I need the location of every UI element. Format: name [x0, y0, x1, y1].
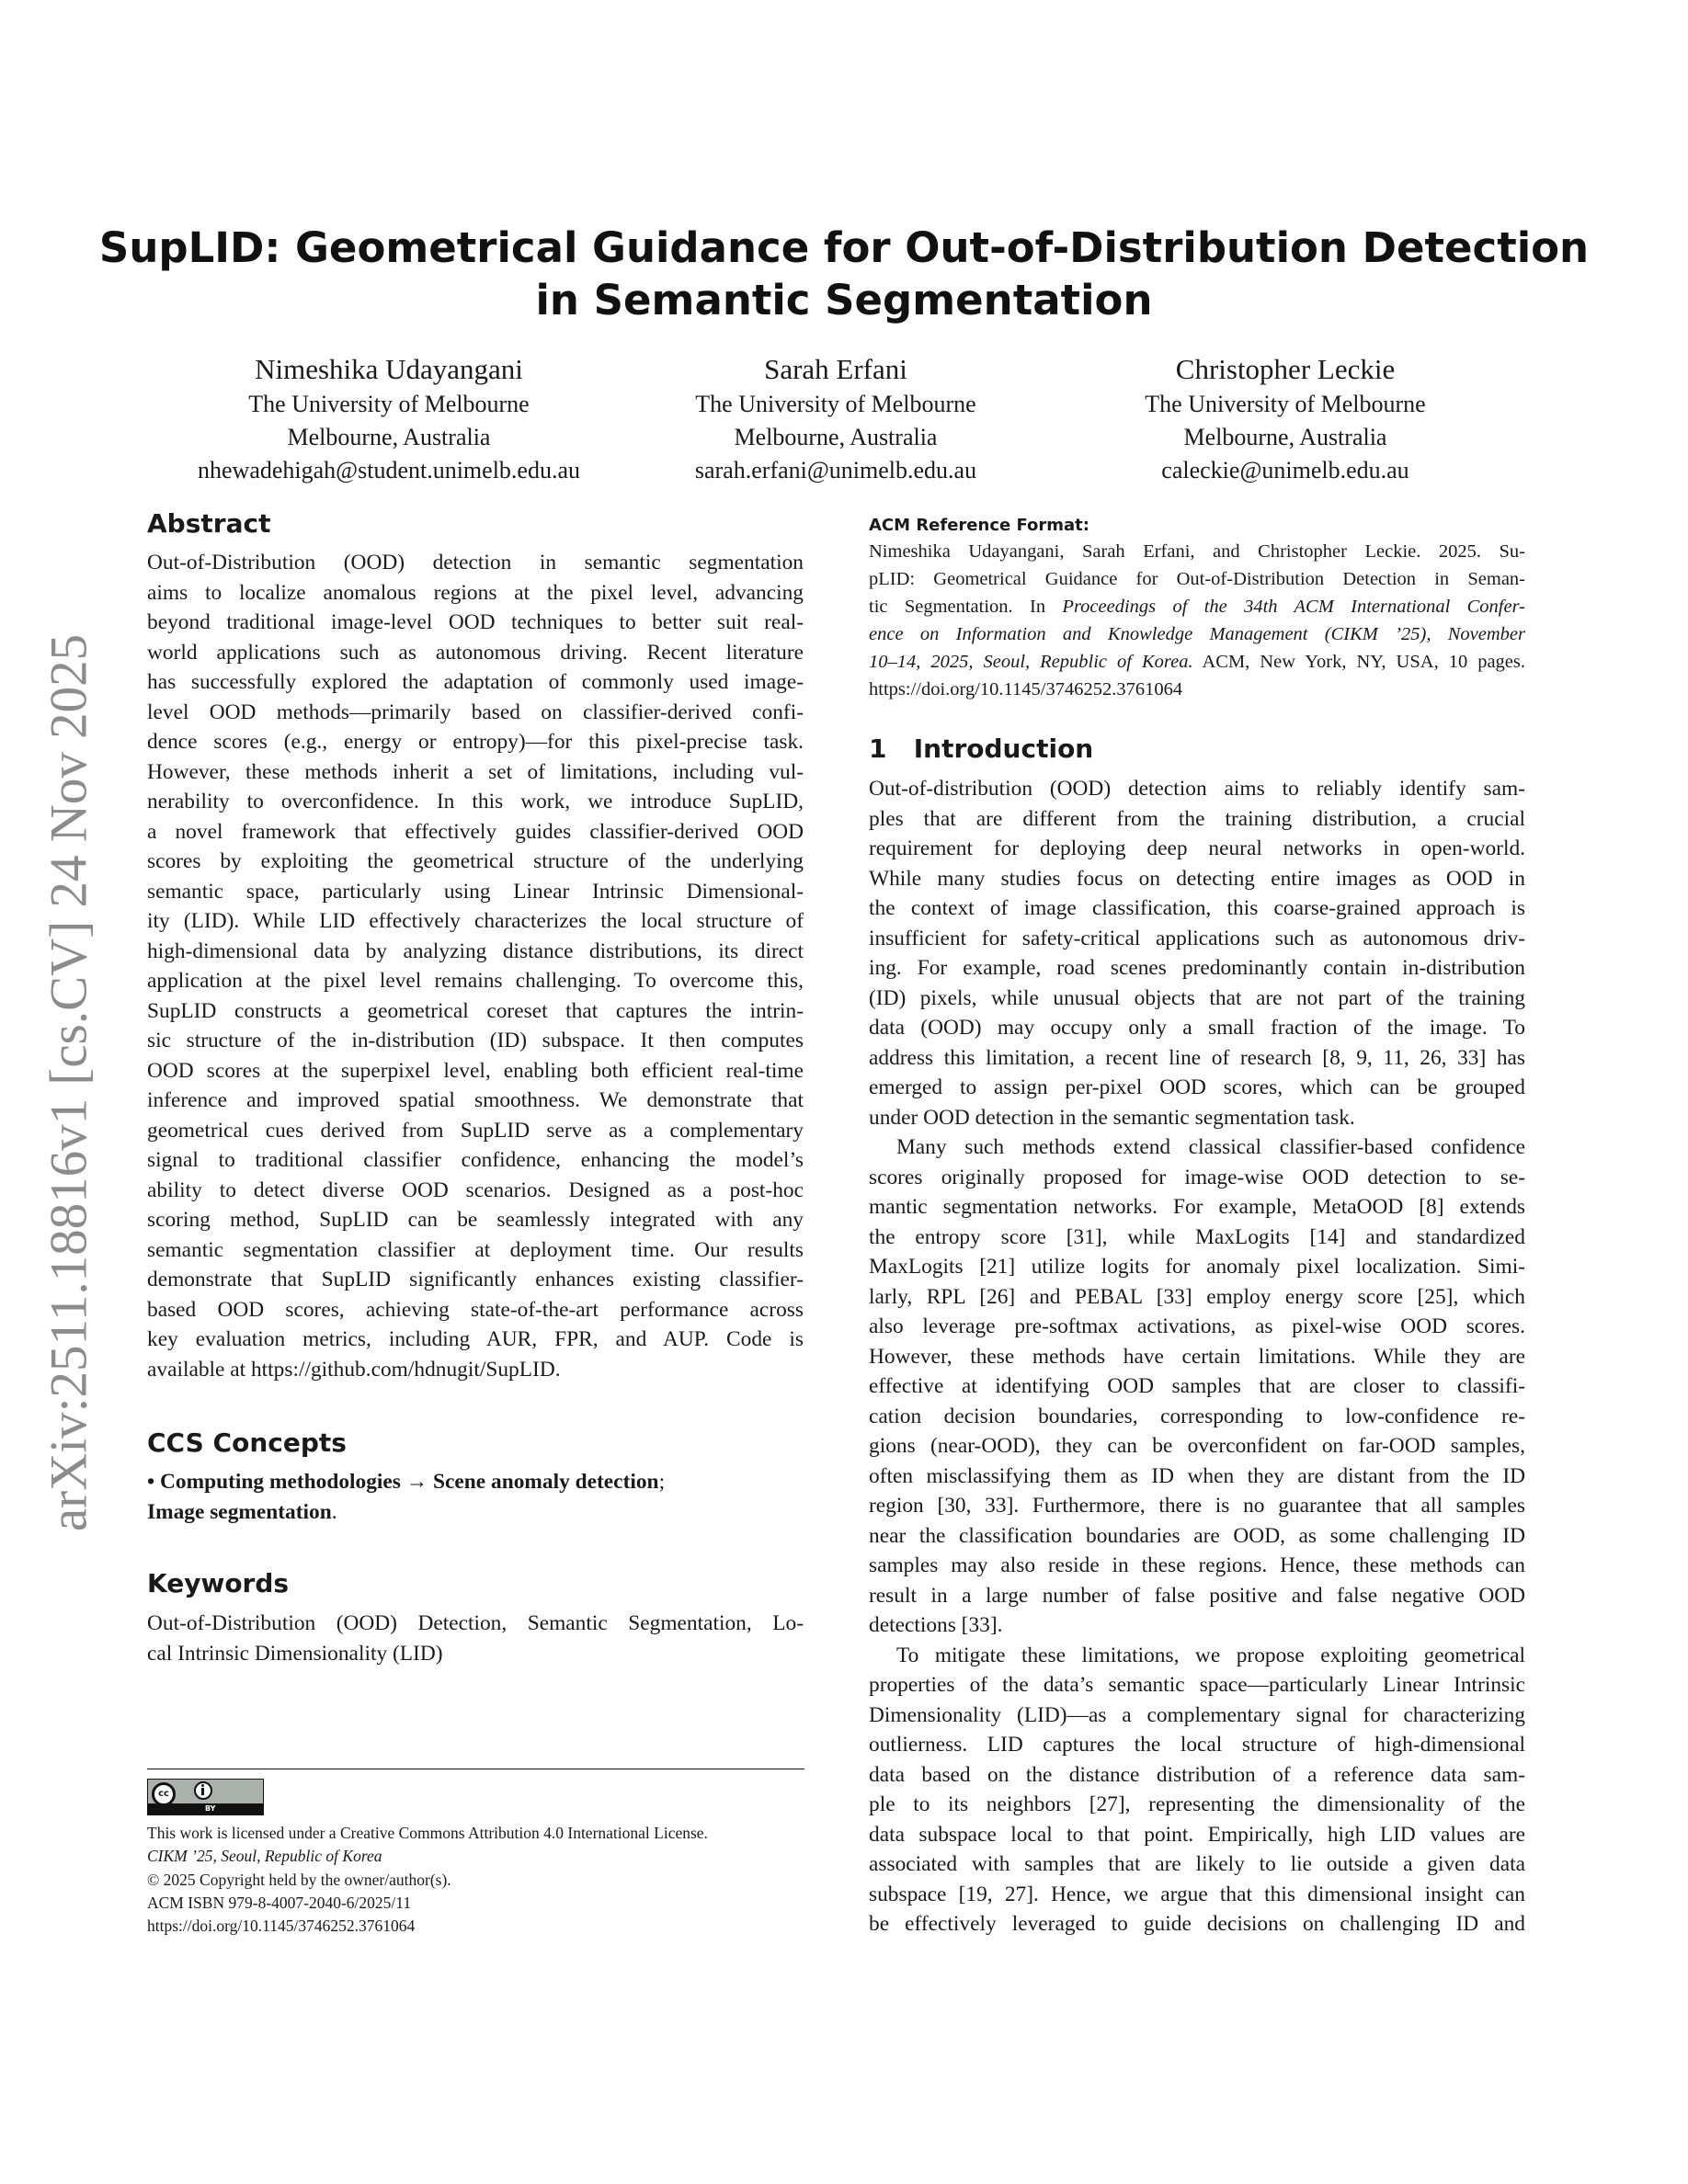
- abstract-heading: Abstract: [147, 508, 271, 539]
- author-email: nhewadehigah@student.unimelb.edu.au: [198, 457, 580, 483]
- abstract-line: demonstrate that SupLID significantly enhances existing classifier-: [147, 1268, 804, 1291]
- introduction-line: associated with samples that are likely to lie outside a given data: [869, 1852, 1525, 1876]
- introduction-line: detections [33].: [869, 1613, 1003, 1637]
- creative-commons-icon: cc: [152, 1782, 176, 1806]
- abstract-line: based OOD scores, achieving state-of-the-art performance across: [147, 1297, 804, 1322]
- introduction-line: region [30, 33]. Furthermore, there is no guarantee that all samples: [869, 1494, 1525, 1518]
- abstract-line: beyond traditional image-level OOD techniques to better suit real-: [147, 610, 804, 634]
- ccs-sep: ;: [658, 1470, 666, 1494]
- introduction-line: near the classification boundaries are OOD, as some challenging ID: [869, 1523, 1525, 1548]
- abstract-line: dence scores (e.g., energy or entropy)—for this pixel-precise task.: [147, 730, 804, 754]
- introduction-line: requirement for deploying deep neural networks in open-world.: [869, 836, 1525, 860]
- introduction-line: outlierness. LID captures the local structure of high-dimensional: [869, 1733, 1525, 1757]
- ccs-concept-1: • Computing methodologies → Scene anomaly detection: [147, 1470, 659, 1494]
- abstract-line: has successfully explored the adaptation of commonly used image-: [147, 670, 804, 694]
- ccs-concepts: [147, 1467, 804, 1527]
- author-email: caleckie@unimelb.edu.au: [1161, 457, 1409, 483]
- ref-proceedings: Proceedings of the 34th ACM International Confer-: [1062, 597, 1525, 617]
- abstract-line: available at https://github.com/hdnugit/SupLID.: [147, 1357, 561, 1382]
- introduction-line: Out-of-distribution (OOD) detection aims to reliably identify sam-: [869, 777, 1525, 801]
- abstract-line: ity (LID). While LID effectively characterizes the local structure of: [147, 909, 804, 933]
- introduction-line: subspace [19, 27]. Hence, we argue that this dimensional insight can: [869, 1882, 1525, 1906]
- introduction-line: data based on the distance distribution of a reference data sam-: [869, 1762, 1525, 1787]
- introduction-line: effective at identifying OOD samples that are closer to classifi-: [869, 1374, 1525, 1398]
- introduction-line: Dimensionality (LID)—as a complementary signal for characterizing: [869, 1702, 1525, 1727]
- abstract-line: sic structure of the in-distribution (ID) subspace. It then computes: [147, 1029, 804, 1052]
- ref-text: tic Segmentation. In: [869, 597, 1063, 617]
- introduction-line: emerged to assign per-pixel OOD scores, which can be grouped: [869, 1075, 1525, 1099]
- abstract-line: scoring method, SupLID can be seamlessly integrated with any: [147, 1208, 804, 1232]
- author-affiliation: The University of Melbourne: [1145, 391, 1426, 417]
- introduction-line: While many studies focus on detecting entire images as OOD in: [869, 866, 1525, 891]
- introduction-line: also leverage pre-softmax activations, as pixel-wise OOD scores.: [869, 1314, 1525, 1338]
- introduction-line: mantic segmentation networks. For example, MetaOOD [8] extends: [869, 1195, 1525, 1219]
- acm-reference-heading: ACM Reference Format:: [869, 516, 1089, 535]
- author-affiliation: The University of Melbourne: [695, 391, 976, 417]
- ccs-heading: CCS Concepts: [147, 1428, 347, 1458]
- conference-venue: CIKM ’25, Seoul, Republic of Korea: [147, 1847, 382, 1866]
- ref-doi-link[interactable]: https://doi.org/10.1145/3746252.3761064: [869, 679, 1183, 700]
- abstract-line: key evaluation metrics, including AUR, FPR, and AUP. Code is: [147, 1327, 804, 1351]
- abstract-line: signal to traditional classifier confidence, enhancing the model’s: [147, 1148, 804, 1172]
- introduction-line: ple to its neighbors [27], representing the dimensionality of the: [869, 1792, 1525, 1816]
- introduction-line: data (OOD) may occupy only a small fraction of the image. To: [869, 1016, 1525, 1040]
- abstract-line: a novel framework that effectively guides classifier-derived OOD: [147, 819, 804, 844]
- introduction-line: Many such methods extend classical classifier-based confidence: [896, 1135, 1525, 1159]
- doi-link[interactable]: https://doi.org/10.1145/3746252.3761064: [147, 1917, 416, 1936]
- attribution-person-icon: [194, 1781, 212, 1800]
- introduction-heading: 1 Introduction: [869, 734, 1094, 764]
- paper-title-line-2: in Semantic Segmentation: [535, 276, 1153, 324]
- cc-by-license-badge-icon[interactable]: [147, 1779, 264, 1815]
- ccs-end: .: [331, 1499, 337, 1524]
- introduction-line: gions (near-OOD), they can be overconfident on far-OOD samples,: [869, 1434, 1525, 1458]
- author-email: sarah.erfani@unimelb.edu.au: [694, 457, 977, 483]
- introduction-line: However, these methods have certain limitations. While they are: [869, 1344, 1525, 1369]
- introduction-line: often misclassifying them as ID when they are distant from the ID: [869, 1463, 1525, 1488]
- introduction-line: (ID) pixels, while unusual objects that are not part of the training: [869, 985, 1525, 1010]
- keywords-body: [147, 1609, 804, 1668]
- abstract-line: semantic space, particularly using Linear Intrinsic Dimensional-: [147, 879, 804, 904]
- introduction-line: result in a large number of false positive and false negative OOD: [869, 1583, 1525, 1608]
- ref-publisher: ACM, New York, NY, USA, 10 pages.: [1192, 652, 1525, 672]
- abstract-line: geometrical cues derived from SupLID serve as a complementary: [147, 1118, 804, 1143]
- introduction-line: data subspace local to that point. Empirically, high LID values are: [869, 1822, 1525, 1847]
- author-name: Nimeshika Udayangani: [255, 353, 523, 385]
- abstract-line: scores by exploiting the geometrical structure of the underlying: [147, 849, 804, 873]
- paper-title-line-1: SupLID: Geometrical Guidance for Out-of-Distribution Detection: [98, 223, 1590, 272]
- abstract-line: Out-of-Distribution (OOD) detection in semantic segmentation: [147, 551, 804, 574]
- abstract-line: nerability to overconfidence. In this work, we introduce SupLID,: [147, 790, 804, 813]
- abstract-line: level OOD methods—primarily based on classifier-derived confi-: [147, 700, 804, 724]
- author-name: Sarah Erfani: [764, 353, 907, 385]
- ref-line: pLID: Geometrical Guidance for Out-of-Distribution Detection in Seman-: [869, 569, 1525, 589]
- keywords-line: cal Intrinsic Dimensionality (LID): [147, 1641, 443, 1666]
- introduction-line: scores originally proposed for image-wise OOD detection to se-: [869, 1165, 1525, 1189]
- abstract-line: SupLID constructs a geometrical coreset that captures the intrin-: [147, 998, 804, 1023]
- ref-line: ence on Information and Knowledge Management (CIKM ’25), November: [869, 624, 1525, 644]
- abstract-line: OOD scores at the superpixel level, enabling both efficient real-time: [147, 1058, 804, 1083]
- abstract-body: [147, 548, 804, 1384]
- introduction-line: samples may also reside in these regions. Hence, these methods can: [869, 1553, 1525, 1577]
- copyright-line: © 2025 Copyright held by the owner/author(s).: [147, 1870, 451, 1889]
- introduction-line: the entropy score [31], while MaxLogits [14] and standardized: [869, 1224, 1525, 1249]
- introduction-line: ples that are different from the training distribution, a crucial: [869, 806, 1525, 831]
- introduction-line: be effectively leveraged to guide decisions on challenging ID and: [869, 1912, 1525, 1936]
- ccs-concept-2: Image segmentation: [147, 1499, 332, 1524]
- introduction-line: address this limitation, a recent line of research [8, 9, 11, 26, 33] has: [869, 1045, 1525, 1070]
- author-location: Melbourne, Australia: [734, 424, 938, 450]
- badge-by-label: BY: [205, 1804, 216, 1813]
- keywords-line: Out-of-Distribution (OOD) Detection, Semantic Segmentation, Lo-: [147, 1611, 804, 1635]
- acm-reference-body: [869, 538, 1525, 703]
- introduction-line: under OOD detection in the semantic segmentation task.: [869, 1105, 1355, 1130]
- license-notice: [147, 1822, 708, 1938]
- isbn-line: ACM ISBN 979-8-4007-2040-6/2025/11: [147, 1893, 412, 1912]
- abstract-line: aims to localize anomalous regions at the pixel level, advancing: [147, 580, 804, 605]
- abstract-line: world applications such as autonomous driving. Recent literature: [147, 640, 804, 665]
- arxiv-identifier-stamp: arXiv:2511.18816v1 [cs.CV] 24 Nov 2025: [40, 633, 98, 1532]
- abstract-line: ability to detect diverse OOD scenarios. Designed as a post-hoc: [147, 1177, 804, 1202]
- license-text: This work is licensed under a Creative Commons Attribution 4.0 International License.: [147, 1824, 708, 1842]
- author-affiliation: The University of Melbourne: [248, 391, 530, 417]
- introduction-line: the context of image classification, this coarse-grained approach is: [869, 896, 1525, 920]
- introduction-line: To mitigate these limitations, we propose exploiting geometrical: [896, 1643, 1525, 1667]
- abstract-line: However, these methods inherit a set of limitations, including vul-: [147, 759, 804, 784]
- ref-line: Nimeshika Udayangani, Sarah Erfani, and Christopher Leckie. 2025. Su-: [869, 541, 1525, 562]
- abstract-line: inference and improved spatial smoothness. We demonstrate that: [147, 1088, 804, 1112]
- author-location: Melbourne, Australia: [287, 424, 491, 450]
- abstract-line: application at the pixel level remains challenging. To overcome this,: [147, 969, 804, 993]
- introduction-line: MaxLogits [21] utilize logits for anomaly pixel localization. Simi-: [869, 1255, 1525, 1279]
- introduction-line: properties of the data’s semantic space—particularly Linear Intrinsic: [869, 1673, 1525, 1697]
- author-location: Melbourne, Australia: [1183, 424, 1387, 450]
- introduction-body: [869, 774, 1525, 1939]
- introduction-line: larly, RPL [26] and PEBAL [33] employ energy score [25], which: [869, 1284, 1525, 1309]
- keywords-heading: Keywords: [147, 1568, 290, 1598]
- ref-venue: 10–14, 2025, Seoul, Republic of Korea.: [869, 652, 1193, 672]
- author-1: [150, 351, 628, 487]
- author-3: [1046, 351, 1524, 487]
- introduction-line: ing. For example, road scenes predominantly contain in-distribution: [869, 956, 1525, 980]
- abstract-line: high-dimensional data by analyzing distance distributions, its direct: [147, 938, 804, 963]
- author-2: [597, 351, 1075, 487]
- abstract-line: semantic segmentation classifier at deployment time. Our results: [147, 1237, 804, 1262]
- introduction-line: insufficient for safety-critical applications such as autonomous driv-: [869, 926, 1525, 950]
- introduction-line: cation decision boundaries, corresponding to low-confidence re-: [869, 1404, 1525, 1428]
- author-name: Christopher Leckie: [1175, 353, 1396, 385]
